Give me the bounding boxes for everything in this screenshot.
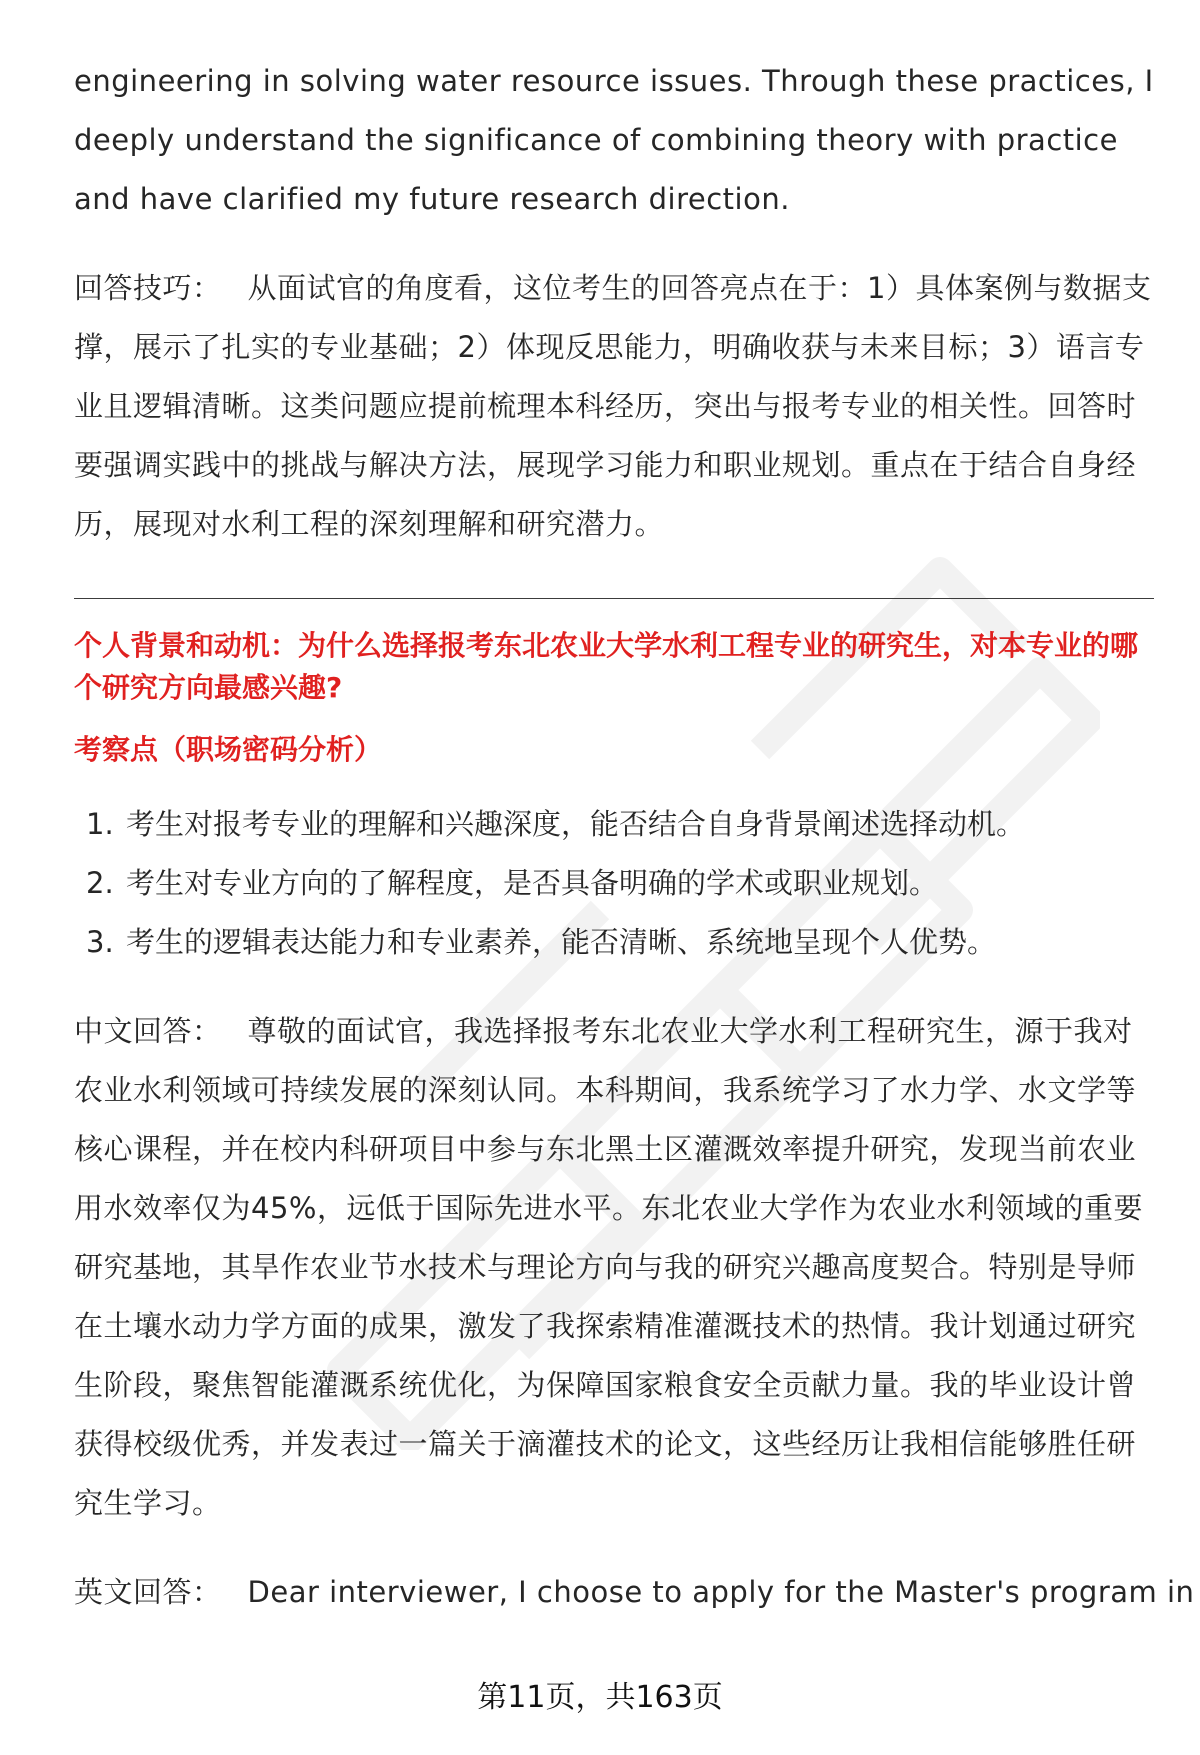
question-heading: 个人背景和动机：为什么选择报考东北农业大学水利工程专业的研究生，对本专业的哪个研究方向最感兴趣? bbox=[74, 629, 1139, 704]
intro-paragraph: engineering in solving water resource issues. Through these practices, I deeply understand the significance of combining theory with practice and have clarified my future research direction. bbox=[74, 64, 1154, 216]
assessment-item bbox=[74, 913, 1154, 972]
assessment-item bbox=[74, 854, 1154, 913]
assessment-item-text: 考生对报考专业的理解和兴趣深度，能否结合自身背景阐述选择动机。 bbox=[126, 807, 1026, 841]
english-answer-text: Dear interviewer, I choose to apply for the Master's program in bbox=[247, 1575, 1195, 1609]
english-answer-paragraph bbox=[74, 1563, 1195, 1622]
chinese-answer-paragraph bbox=[74, 1002, 1154, 1533]
answer-tips-label: 回答技巧： bbox=[74, 271, 222, 305]
section-divider bbox=[74, 598, 1154, 599]
page-number-footer: 第11页，共163页 bbox=[477, 1680, 723, 1715]
answer-tips-paragraph bbox=[74, 259, 1154, 554]
assessment-heading: 考察点（职场密码分析） bbox=[74, 733, 383, 766]
assessment-item-number: 3. bbox=[86, 925, 114, 959]
page-content bbox=[74, 52, 1195, 1622]
assessment-item-text: 考生对专业方向的了解程度，是否具备明确的学术或职业规划。 bbox=[126, 866, 939, 900]
assessment-item-number: 1. bbox=[86, 807, 114, 841]
assessment-item bbox=[74, 795, 1154, 854]
assessment-item-number: 2. bbox=[86, 866, 114, 900]
chinese-answer-label: 中文回答： bbox=[74, 1014, 222, 1048]
assessment-list bbox=[74, 795, 1154, 972]
english-answer-label: 英文回答： bbox=[74, 1575, 222, 1609]
answer-tips-text: 从面试官的角度看，这位考生的回答亮点在于：1）具体案例与数据支撑，展示了扎实的专业基础；2）体现反思能力，明确收获与未来目标；3）语言专业且逻辑清晰。这类问题应提前梳理本科经历，突出与报考专业的相关性。回答时要强调实践中的挑战与解决方法，展现学习能力和职业规划。重点在于结合自身经历，展现对水利工程的深刻理解和研究潜力。 bbox=[74, 271, 1152, 541]
chinese-answer-text: 尊敬的面试官，我选择报考东北农业大学水利工程研究生，源于我对农业水利领域可持续发展的深刻认同。本科期间，我系统学习了水力学、水文学等核心课程，并在校内科研项目中参与东北黑土区灌溉效率提升研究，发现当前农业用水效率仅为45%，远低于国际先进水平。东北农业大学作为农业水利领域的重要研究基地，其旱作农业节水技术与理论方向与我的研究兴趣高度契合。特别是导师在土壤水动力学方面的成果，激发了我探索精准灌溉技术的热情。我计划通过研究生阶段，聚焦智能灌溉系统优化，为保障国家粮食安全贡献力量。我的毕业设计曾获得校级优秀，并发表过一篇关于滴灌技术的论文，这些经历让我相信能够胜任研究生学习。 bbox=[74, 1014, 1143, 1520]
assessment-item-text: 考生的逻辑表达能力和专业素养，能否清晰、系统地呈现个人优势。 bbox=[126, 925, 997, 959]
